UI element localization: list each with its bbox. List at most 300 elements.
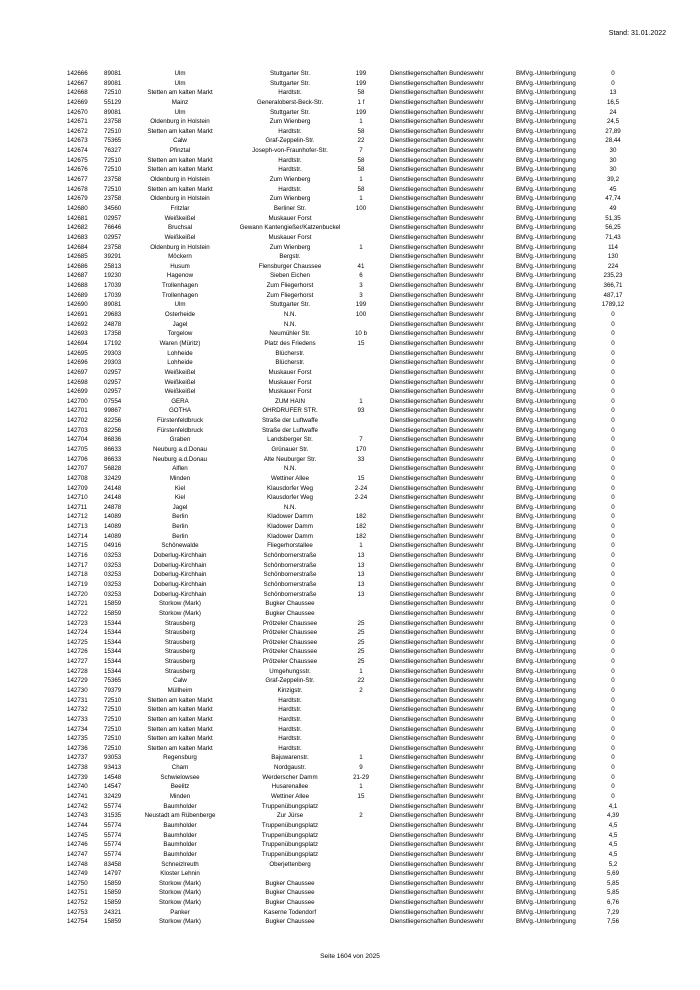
ort-cell: Stetten am kalten Markt — [147, 735, 213, 743]
ort-cell: Doberlug-Kirchhain — [153, 561, 207, 569]
type-cell: Dienstliegenschaften Bundeswehr — [390, 773, 484, 781]
table-row — [0, 69, 700, 79]
area-cell: 487,17 — [603, 291, 623, 299]
type-cell: Dienstliegenschaften Bundeswehr — [390, 339, 484, 347]
usage-cell: BMVg.-Unterbringung — [516, 253, 576, 261]
area-cell: 0 — [611, 706, 615, 714]
street-cell: Bajuwarenstr. — [271, 754, 309, 762]
plz-cell: 15344 — [104, 648, 122, 656]
area-cell: 0 — [611, 494, 615, 502]
ort-cell: Bruchsal — [167, 224, 193, 232]
id-cell: 142692 — [67, 320, 88, 328]
id-cell: 142673 — [67, 137, 88, 145]
table-row — [0, 416, 700, 426]
street-cell: Truppenübungsplatz — [261, 831, 319, 839]
type-cell: Dienstliegenschaften Bundeswehr — [390, 272, 484, 280]
usage-cell: BMVg.-Unterbringung — [516, 754, 576, 762]
table-row — [0, 262, 700, 272]
table-row — [0, 676, 700, 686]
type-cell: Dienstliegenschaften Bundeswehr — [390, 137, 484, 145]
table-row — [0, 175, 700, 185]
type-cell: Dienstliegenschaften Bundeswehr — [390, 262, 484, 270]
type-cell: Dienstliegenschaften Bundeswehr — [390, 368, 484, 376]
area-cell: 24,5 — [606, 118, 620, 126]
type-cell: Dienstliegenschaften Bundeswehr — [390, 282, 484, 290]
street-cell: Wettiner Allee — [270, 793, 310, 801]
number-cell: 1 — [359, 783, 363, 791]
type-cell: Dienstliegenschaften Bundeswehr — [390, 706, 484, 714]
ort-cell: Husum — [170, 262, 190, 270]
area-cell: 0 — [611, 359, 615, 367]
ort-cell: Pfinztal — [169, 147, 191, 155]
stand-date: Stand: 31.01.2022 — [608, 30, 666, 37]
id-cell: 142686 — [67, 262, 88, 270]
table-row — [0, 300, 700, 310]
id-cell: 142685 — [67, 253, 88, 261]
table-row — [0, 638, 700, 648]
type-cell: Dienstliegenschaften Bundeswehr — [390, 764, 484, 772]
usage-cell: BMVg.-Unterbringung — [516, 561, 576, 569]
usage-cell: BMVg.-Unterbringung — [516, 147, 576, 155]
table-row — [0, 474, 700, 484]
area-cell: 0 — [611, 503, 615, 511]
id-cell: 142744 — [67, 821, 88, 829]
table-row — [0, 657, 700, 667]
street-cell: Zum Wienberg — [269, 118, 311, 126]
usage-cell: BMVg.-Unterbringung — [516, 609, 576, 617]
type-cell: Dienstliegenschaften Bundeswehr — [390, 320, 484, 328]
usage-cell: BMVg.-Unterbringung — [516, 783, 576, 791]
usage-cell: BMVg.-Unterbringung — [516, 648, 576, 656]
area-cell: 56,25 — [605, 224, 621, 232]
type-cell: Dienstliegenschaften Bundeswehr — [390, 397, 484, 405]
number-cell: 182 — [355, 513, 367, 521]
id-cell: 142723 — [67, 619, 88, 627]
table-row — [0, 185, 700, 195]
number-cell: 58 — [357, 127, 365, 135]
usage-cell: BMVg.-Unterbringung — [516, 465, 576, 473]
ort-cell: Doberlug-Kirchhain — [153, 580, 207, 588]
street-cell: Truppenübungsplatz — [261, 850, 319, 858]
id-cell: 142749 — [67, 870, 88, 878]
street-cell: Graf-Zeppelin-Str. — [265, 677, 315, 685]
plz-cell: 72510 — [104, 706, 122, 714]
id-cell: 142688 — [67, 282, 88, 290]
street-cell: ZUM HAIN — [275, 397, 305, 405]
street-cell: Hardtstr. — [278, 744, 302, 752]
type-cell: Dienstliegenschaften Bundeswehr — [390, 214, 484, 222]
type-cell: Dienstliegenschaften Bundeswehr — [390, 407, 484, 415]
plz-cell: 72510 — [104, 127, 122, 135]
id-cell: 142708 — [67, 474, 88, 482]
plz-cell: 72510 — [104, 725, 122, 733]
area-cell: 0 — [611, 658, 615, 666]
usage-cell: BMVg.-Unterbringung — [516, 339, 576, 347]
plz-cell: 15344 — [104, 619, 122, 627]
table-row — [0, 291, 700, 301]
type-cell: Dienstliegenschaften Bundeswehr — [390, 870, 484, 878]
usage-cell: BMVg.-Unterbringung — [516, 879, 576, 887]
plz-cell: 29303 — [104, 359, 122, 367]
type-cell: Dienstliegenschaften Bundeswehr — [390, 349, 484, 357]
table-row — [0, 715, 700, 725]
plz-cell: 93413 — [104, 764, 122, 772]
number-cell: 25 — [357, 638, 365, 646]
street-cell: Straße der Luftwaffe — [262, 426, 318, 434]
plz-cell: 99867 — [104, 407, 122, 415]
street-cell: Zum Wienberg — [269, 176, 311, 184]
number-cell: 7 — [359, 436, 363, 444]
ort-cell: Weißkeißel — [164, 378, 196, 386]
ort-cell: Doberlug-Kirchhain — [153, 571, 207, 579]
table-row — [0, 541, 700, 551]
table-row — [0, 406, 700, 416]
usage-cell: BMVg.-Unterbringung — [516, 841, 576, 849]
usage-cell: BMVg.-Unterbringung — [516, 407, 576, 415]
id-cell: 142727 — [67, 658, 88, 666]
plz-cell: 19230 — [104, 272, 122, 280]
table-row — [0, 811, 700, 821]
area-cell: 0 — [611, 79, 615, 87]
usage-cell: BMVg.-Unterbringung — [516, 98, 576, 106]
ort-cell: Regensburg — [163, 754, 197, 762]
ort-cell: Torgelow — [167, 330, 193, 338]
street-cell: Flensburger Chaussee — [258, 262, 322, 270]
table-row — [0, 551, 700, 561]
area-cell: 0 — [611, 629, 615, 637]
id-cell: 142725 — [67, 638, 88, 646]
id-cell: 142740 — [67, 783, 88, 791]
page-number: Seite 1604 von 2025 — [320, 953, 380, 960]
type-cell: Dienstliegenschaften Bundeswehr — [390, 754, 484, 762]
number-cell: 199 — [355, 108, 367, 116]
type-cell: Dienstliegenschaften Bundeswehr — [390, 176, 484, 184]
id-cell: 142670 — [67, 108, 88, 116]
street-cell: Prötzeler Chaussee — [262, 648, 318, 656]
area-cell: 235,23 — [603, 272, 623, 280]
ort-cell: Storkow (Mark) — [159, 609, 201, 617]
street-cell: Klausdorfer Weg — [267, 494, 313, 502]
number-cell: 1 — [359, 118, 363, 126]
table-row — [0, 619, 700, 629]
table-row — [0, 223, 700, 233]
area-cell: 39,2 — [606, 176, 620, 184]
area-cell: 0 — [611, 542, 615, 550]
area-cell: 0 — [611, 764, 615, 772]
ort-cell: Berlin — [172, 513, 188, 521]
area-cell: 13 — [609, 89, 617, 97]
street-cell: Muskauer Forst — [268, 368, 312, 376]
ort-cell: Stetten am kalten Markt — [147, 185, 213, 193]
plz-cell: 14089 — [104, 523, 122, 531]
usage-cell: BMVg.-Unterbringung — [516, 735, 576, 743]
type-cell: Dienstliegenschaften Bundeswehr — [390, 359, 484, 367]
area-cell: 114 — [608, 243, 618, 251]
id-cell: 142718 — [67, 571, 88, 579]
id-cell: 142754 — [67, 918, 88, 926]
street-cell: Neumühler Str. — [269, 330, 311, 338]
usage-cell: BMVg.-Unterbringung — [516, 388, 576, 396]
table-row — [0, 79, 700, 89]
plz-cell: 72510 — [104, 185, 122, 193]
type-cell: Dienstliegenschaften Bundeswehr — [390, 841, 484, 849]
id-cell: 142711 — [67, 503, 88, 511]
table-row — [0, 522, 700, 532]
ort-cell: Ulm — [174, 70, 186, 77]
type-cell: Dienstliegenschaften Bundeswehr — [390, 70, 484, 77]
id-cell: 142687 — [67, 272, 88, 280]
area-cell: 366,71 — [603, 282, 623, 290]
usage-cell: BMVg.-Unterbringung — [516, 667, 576, 675]
usage-cell: BMVg.-Unterbringung — [516, 445, 576, 453]
area-cell: 0 — [611, 580, 615, 588]
number-cell: 199 — [355, 79, 367, 87]
type-cell: Dienstliegenschaften Bundeswehr — [390, 291, 484, 299]
number-cell: 15 — [357, 474, 365, 482]
ort-cell: Fritzlar — [170, 204, 190, 212]
id-cell: 142734 — [67, 725, 88, 733]
id-cell: 142709 — [67, 484, 88, 492]
ort-cell: Schönewalde — [161, 542, 199, 550]
street-cell: Muskauer Forst — [268, 388, 312, 396]
usage-cell: BMVg.-Unterbringung — [516, 677, 576, 685]
usage-cell: BMVg.-Unterbringung — [516, 272, 576, 280]
street-cell: Bugker Chaussee — [265, 899, 315, 907]
usage-cell: BMVg.-Unterbringung — [516, 571, 576, 579]
usage-cell: BMVg.-Unterbringung — [516, 436, 576, 444]
number-cell: 170 — [355, 445, 367, 453]
ort-cell: Strausberg — [164, 667, 196, 675]
usage-cell: BMVg.-Unterbringung — [516, 378, 576, 386]
ort-cell: Trollenhagen — [162, 291, 198, 299]
ort-cell: Oldenburg in Holstein — [150, 195, 210, 203]
street-cell: Kladower Damm — [267, 513, 313, 521]
number-cell: 41 — [357, 262, 365, 270]
id-cell: 142705 — [67, 445, 88, 453]
number-cell: 1 — [359, 397, 363, 405]
number-cell: 199 — [355, 301, 367, 309]
table-row — [0, 339, 700, 349]
plz-cell: 23758 — [104, 118, 122, 126]
area-cell: 5,85 — [606, 889, 620, 897]
type-cell: Dienstliegenschaften Bundeswehr — [390, 301, 484, 309]
number-cell: 21-29 — [353, 773, 369, 781]
area-cell: 0 — [611, 474, 615, 482]
usage-cell: BMVg.-Unterbringung — [516, 417, 576, 425]
street-cell: Bugker Chaussee — [265, 879, 315, 887]
usage-cell: BMVg.-Unterbringung — [516, 291, 576, 299]
plz-cell: 15859 — [104, 899, 122, 907]
area-cell: 0 — [611, 725, 615, 733]
street-cell: Platz des Friedens — [264, 339, 316, 347]
id-cell: 142738 — [67, 764, 88, 772]
ort-cell: Doberlug-Kirchhain — [153, 552, 207, 560]
plz-cell: 14547 — [104, 783, 122, 791]
table-row — [0, 888, 700, 898]
plz-cell: 02957 — [104, 214, 122, 222]
id-cell: 142715 — [67, 542, 88, 550]
usage-cell: BMVg.-Unterbringung — [516, 918, 576, 926]
table-row — [0, 455, 700, 465]
usage-cell: BMVg.-Unterbringung — [516, 715, 576, 723]
usage-cell: BMVg.-Unterbringung — [516, 812, 576, 820]
usage-cell: BMVg.-Unterbringung — [516, 204, 576, 212]
type-cell: Dienstliegenschaften Bundeswehr — [390, 465, 484, 473]
plz-cell: 72510 — [104, 89, 122, 97]
table-row — [0, 426, 700, 436]
id-cell: 142714 — [67, 532, 88, 540]
ort-cell: Strausberg — [164, 619, 196, 627]
ort-cell: Ulm — [174, 108, 186, 116]
plz-cell: 93053 — [104, 754, 122, 762]
table-row — [0, 484, 700, 494]
ort-cell: GERA — [171, 397, 189, 405]
number-cell: 1 — [359, 667, 363, 675]
usage-cell: BMVg.-Unterbringung — [516, 70, 576, 77]
type-cell: Dienstliegenschaften Bundeswehr — [390, 426, 484, 434]
table-row — [0, 599, 700, 609]
type-cell: Dienstliegenschaften Bundeswehr — [390, 523, 484, 531]
plz-cell: 15859 — [104, 600, 122, 608]
ort-cell: Möckern — [168, 253, 192, 261]
table-row — [0, 271, 700, 281]
id-cell: 142678 — [67, 185, 88, 193]
id-cell: 142690 — [67, 301, 88, 309]
ort-cell: Strausberg — [164, 629, 196, 637]
usage-cell: BMVg.-Unterbringung — [516, 802, 576, 810]
usage-cell: BMVg.-Unterbringung — [516, 79, 576, 87]
plz-cell: 23758 — [104, 176, 122, 184]
table-row — [0, 146, 700, 156]
property-table — [0, 69, 700, 927]
type-cell: Dienstliegenschaften Bundeswehr — [390, 118, 484, 126]
ort-cell: Stetten am kalten Markt — [147, 744, 213, 752]
plz-cell: 17039 — [104, 282, 122, 290]
id-cell: 142717 — [67, 561, 88, 569]
ort-cell: Minden — [169, 793, 191, 801]
street-cell: Joseph-von-Fraunhofer-Str. — [252, 147, 328, 155]
number-cell: 58 — [357, 89, 365, 97]
number-cell: 2-24 — [354, 494, 368, 502]
street-cell: Muskauer Forst — [268, 214, 312, 222]
plz-cell: 15344 — [104, 629, 122, 637]
type-cell: Dienstliegenschaften Bundeswehr — [390, 436, 484, 444]
usage-cell: BMVg.-Unterbringung — [516, 889, 576, 897]
street-cell: Prötzeler Chaussee — [262, 638, 318, 646]
table-row — [0, 194, 700, 204]
ort-cell: Doberlug-Kirchhain — [153, 590, 207, 598]
table-row — [0, 281, 700, 291]
usage-cell: BMVg.-Unterbringung — [516, 494, 576, 502]
id-cell: 142750 — [67, 879, 88, 887]
plz-cell: 86633 — [104, 455, 122, 463]
street-cell: Stuttgarter Str. — [270, 79, 310, 87]
type-cell: Dienstliegenschaften Bundeswehr — [390, 667, 484, 675]
plz-cell: 17192 — [104, 339, 122, 347]
area-cell: 4,5 — [608, 850, 618, 858]
plz-cell: 89081 — [104, 70, 122, 77]
ort-cell: Jagel — [172, 503, 188, 511]
street-cell: Zum Fliegerhorst — [266, 282, 314, 290]
type-cell: Dienstliegenschaften Bundeswehr — [390, 687, 484, 694]
plz-cell: 89081 — [104, 301, 122, 309]
plz-cell: 24148 — [104, 494, 122, 502]
number-cell: 7 — [359, 147, 363, 155]
street-cell: Kladower Damm — [267, 523, 313, 531]
plz-cell: 15859 — [104, 889, 122, 897]
number-cell: 58 — [357, 185, 365, 193]
plz-cell: 55774 — [104, 831, 122, 839]
id-cell: 142730 — [67, 687, 88, 694]
street-cell: Generaloberst-Beck-Str. — [256, 98, 324, 106]
usage-cell: BMVg.-Unterbringung — [516, 552, 576, 560]
plz-cell: 34560 — [104, 204, 122, 212]
id-cell: 142719 — [67, 580, 88, 588]
type-cell: Dienstliegenschaften Bundeswehr — [390, 513, 484, 521]
id-cell: 142683 — [67, 233, 88, 241]
id-cell: 142753 — [67, 908, 88, 916]
usage-cell: BMVg.-Unterbringung — [516, 725, 576, 733]
plz-cell: 79379 — [104, 687, 122, 694]
ort-cell: Weißkeißel — [164, 388, 196, 396]
plz-cell: 72510 — [104, 696, 122, 704]
plz-cell: 15344 — [104, 658, 122, 666]
ort-cell: Calw — [173, 137, 187, 145]
plz-cell: 24148 — [104, 484, 122, 492]
area-cell: 0 — [611, 523, 615, 531]
id-cell: 142695 — [67, 349, 88, 357]
ort-cell: Mainz — [171, 98, 189, 106]
area-cell: 30 — [609, 166, 617, 174]
ort-cell: Müllheim — [167, 687, 193, 694]
usage-cell: BMVg.-Unterbringung — [516, 850, 576, 858]
usage-cell: BMVg.-Unterbringung — [516, 127, 576, 135]
usage-cell: BMVg.-Unterbringung — [516, 166, 576, 174]
ort-cell: Storkow (Mark) — [159, 899, 201, 907]
type-cell: Dienstliegenschaften Bundeswehr — [390, 98, 484, 106]
table-row — [0, 445, 700, 455]
ort-cell: Oldenburg in Holstein — [150, 243, 210, 251]
area-cell: 0 — [611, 696, 615, 704]
table-row — [0, 744, 700, 754]
table-row — [0, 464, 700, 474]
id-cell: 142676 — [67, 166, 88, 174]
area-cell: 16,5 — [606, 98, 620, 106]
id-cell: 142696 — [67, 359, 88, 367]
plz-cell: 02957 — [104, 233, 122, 241]
usage-cell: BMVg.-Unterbringung — [516, 513, 576, 521]
street-cell: Wettiner Allee — [270, 474, 310, 482]
type-cell: Dienstliegenschaften Bundeswehr — [390, 590, 484, 598]
area-cell: 4,1 — [608, 802, 618, 810]
number-cell: 3 — [359, 282, 363, 290]
usage-cell: BMVg.-Unterbringung — [516, 301, 576, 309]
street-cell: Hardtstr. — [278, 725, 302, 733]
ort-cell: Graben — [169, 436, 191, 444]
ort-cell: Baumholder — [163, 821, 197, 829]
id-cell: 142742 — [67, 802, 88, 810]
ort-cell: Osterheide — [164, 311, 196, 319]
ort-cell: Kiel — [174, 484, 186, 492]
street-cell: Zum Wienberg — [269, 195, 311, 203]
plz-cell: 89081 — [104, 79, 122, 87]
id-cell: 142736 — [67, 744, 88, 752]
type-cell: Dienstliegenschaften Bundeswehr — [390, 658, 484, 666]
number-cell: 182 — [355, 523, 367, 531]
street-cell: Truppenübungsplatz — [261, 841, 319, 849]
plz-cell: 15344 — [104, 638, 122, 646]
number-cell: 1 — [359, 754, 363, 762]
